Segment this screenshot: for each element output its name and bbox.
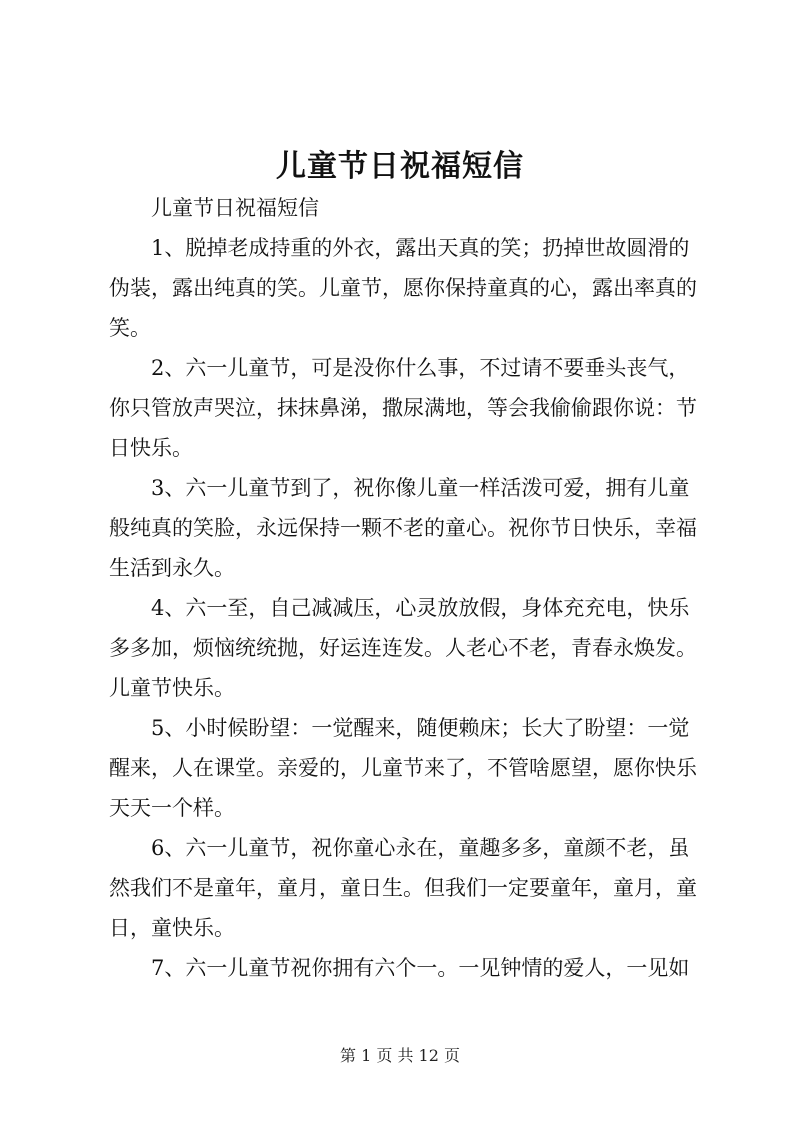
paragraph-line: 2、六一儿童节，可是没你什么事，不过请不要垂头丧气， (151, 356, 690, 380)
paragraph-7 (109, 948, 701, 988)
paragraph-line: 5、小时候盼望：一觉醒来，随便赖床；长大了盼望：一觉 (151, 716, 690, 740)
paragraph-line: 7、六一儿童节祝你拥有六个一。一见钟情的爱人，一见如 (151, 956, 690, 980)
paragraph-1 (109, 228, 701, 348)
paragraph-line: 天天一个样。 (109, 796, 235, 820)
paragraph-line: 日，童快乐。 (109, 916, 235, 940)
paragraph-6 (109, 828, 701, 948)
paragraph-5 (109, 708, 701, 828)
paragraph-line: 你只管放声哭泣，抹抹鼻涕，撒尿满地，等会我偷偷跟你说：节 (109, 396, 697, 420)
paragraph-line: 1、脱掉老成持重的外衣，露出天真的笑；扔掉世故圆滑的 (151, 236, 690, 260)
paragraph-line: 生活到永久。 (109, 556, 235, 580)
paragraph-line: 6、六一儿童节，祝你童心永在，童趣多多，童颜不老，虽 (151, 836, 690, 860)
paragraph-line: 3、六一儿童节到了，祝你像儿童一样活泼可爱，拥有儿童 (151, 476, 690, 500)
paragraph-line: 4、六一至，自己减减压，心灵放放假，身体充充电，快乐 (151, 596, 690, 620)
paragraph-line: 日快乐。 (109, 436, 193, 460)
paragraph-line: 伪装，露出纯真的笑。儿童节，愿你保持童真的心，露出率真的 (109, 276, 697, 300)
document-title: 儿童节日祝福短信 (276, 149, 524, 184)
paragraph-2 (109, 348, 701, 468)
paragraph-line: 然我们不是童年，童月，童日生。但我们一定要童年，童月，童 (109, 876, 697, 900)
paragraph-line: 儿童节快乐。 (109, 676, 235, 700)
paragraph-line: 笑。 (109, 316, 151, 340)
paragraph-4 (109, 588, 701, 708)
document-subtitle: 儿童节日祝福短信 (151, 196, 319, 220)
paragraph-line: 般纯真的笑脸，永远保持一颗不老的童心。祝你节日快乐，幸福 (109, 516, 697, 540)
page-number-footer: 第 1 页 共 12 页 (340, 1046, 460, 1065)
document-body (109, 188, 701, 988)
paragraph-3 (109, 468, 701, 588)
paragraph-line: 多多加，烦恼统统抛，好运连连发。人老心不老，青春永焕发。 (109, 636, 697, 660)
paragraph-line: 醒来，人在课堂。亲爱的，儿童节来了，不管啥愿望，愿你快乐 (109, 756, 697, 780)
